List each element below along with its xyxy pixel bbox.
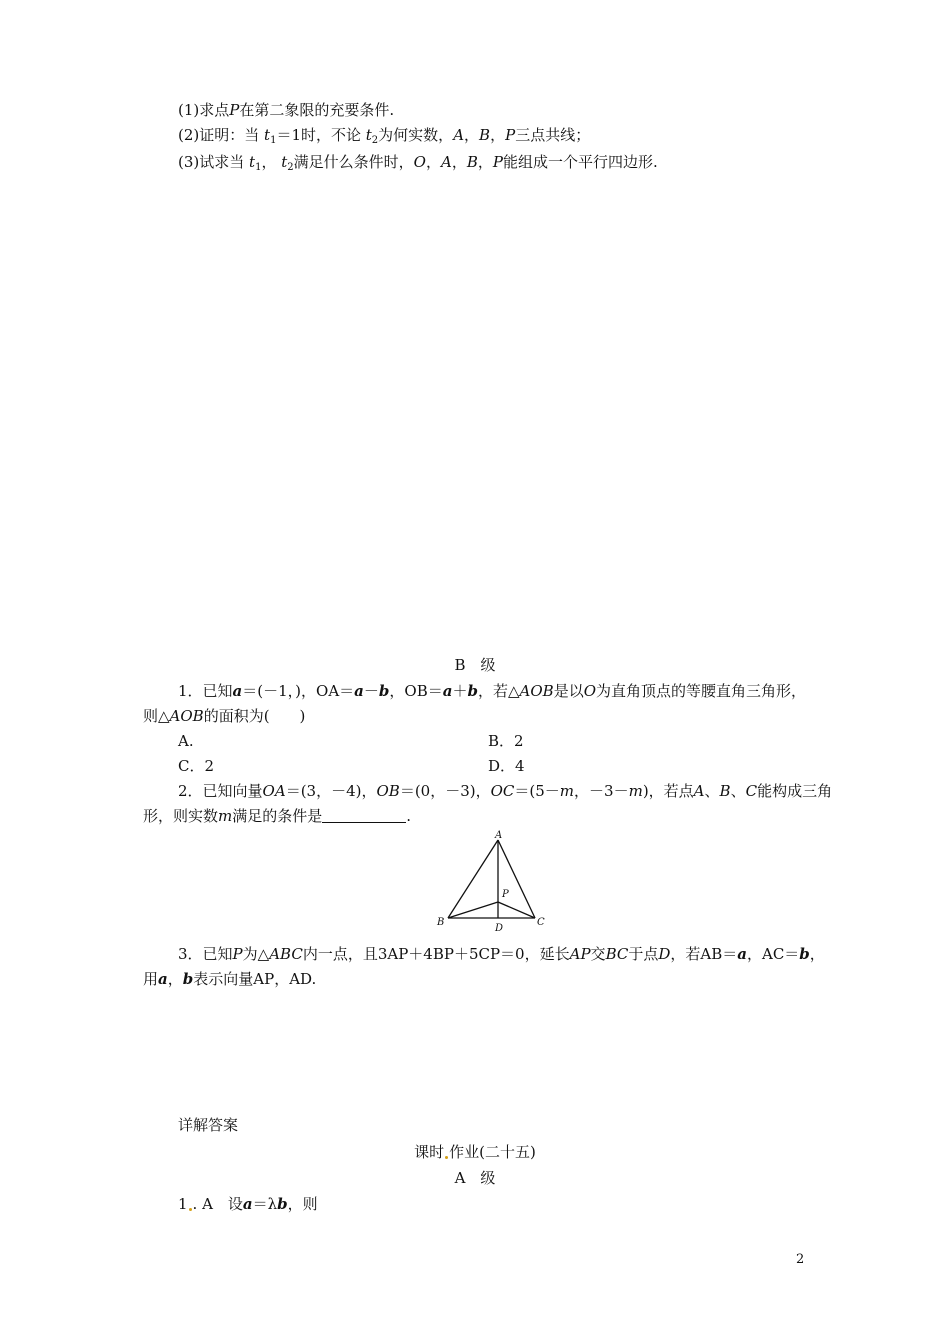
option-b: B．2 bbox=[488, 732, 524, 750]
edge-ab bbox=[448, 840, 498, 918]
label-a: A bbox=[495, 830, 503, 841]
option-a: A. bbox=[178, 732, 194, 750]
section-b-title: B 级 bbox=[454, 656, 496, 674]
problem-b2-line1: 2．已知向量OA＝(3，－4)，OB＝(0，－3)，OC＝(5－m，－3－m)，若点A、B、C能构成三角 bbox=[178, 782, 833, 800]
question-1: (1)求点P在第二象限的充要条件. bbox=[178, 101, 395, 119]
segment-bp bbox=[448, 902, 498, 918]
problem-b2-line2: 形，则实数m满足的条件是 . bbox=[143, 807, 412, 825]
answer-blank bbox=[322, 808, 406, 823]
triangle-figure bbox=[432, 828, 550, 936]
label-d: D bbox=[495, 923, 504, 934]
decorative-dot bbox=[189, 1208, 192, 1211]
problem-b3-line1: 3．已知P为△ABC内一点，且3AP＋4BP＋5CP＝0，延长AP交BC于点D，若AB＝a，AC＝b， bbox=[178, 945, 825, 963]
answers-subtitle: 课时 作业(二十五) bbox=[414, 1143, 536, 1161]
label-c: C bbox=[537, 917, 545, 928]
option-c: C．2 bbox=[178, 757, 215, 775]
answers-level: A 级 bbox=[454, 1169, 496, 1187]
problem-b1-line1: 1．已知a＝(－1，)，OA＝a－b，OB＝a＋b，若△AOB是以O为直角顶点的等腰直角三角形， bbox=[178, 682, 807, 700]
decorative-dot bbox=[445, 1156, 448, 1159]
question-2: (2)证明：当 $t_1=1$时，不论 $t_2$为何实数，A，B，P三点共线； bbox=[178, 126, 591, 146]
option-d: D．4 bbox=[488, 757, 525, 775]
edge-ac bbox=[498, 840, 535, 918]
problem-b1-line2: 则△AOB的面积为( ) bbox=[143, 707, 306, 725]
page-number: 2 bbox=[796, 1252, 805, 1267]
question-3: (3)试求当 $t_1$， $t_2$满足什么条件时，O，A，B，P能组成一个平行四边形. bbox=[178, 153, 658, 173]
label-p: P bbox=[502, 889, 509, 900]
answer-1: 1 . A 设a＝λb，则 bbox=[178, 1195, 318, 1213]
problem-b3-line2: 用a，b表示向量AP，AD. bbox=[143, 970, 317, 988]
label-b: B bbox=[437, 917, 445, 928]
segment-cp bbox=[498, 902, 535, 918]
answers-heading: 详解答案 bbox=[178, 1116, 239, 1134]
